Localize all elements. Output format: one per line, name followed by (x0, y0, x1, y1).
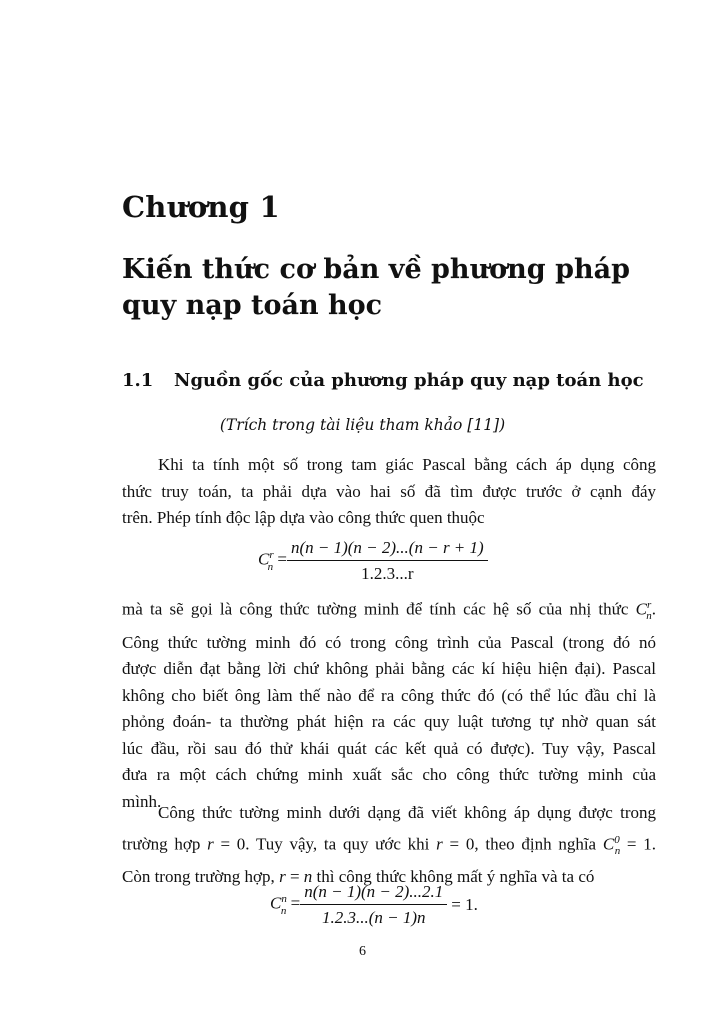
identity-formula (270, 882, 478, 928)
paragraph (122, 800, 656, 891)
paragraph-line: được diễn đạt bằng lời chứ không phải bằng các kí hiệu hiện đại). Pascal (122, 659, 656, 679)
formula-result: = 1. (451, 895, 478, 914)
chapter-title-line: quy nạp toán học (122, 290, 383, 321)
paragraph-line: mà ta sẽ gọi là công thức tường minh để tính các hệ số của nhị thức $C^r_n$. (122, 599, 656, 623)
paragraph-line: trên. Phép tính độc lập dựa vào công thức quen thuộc (122, 508, 485, 527)
paragraph-line: Khi ta tính một số trong tam giác Pascal bằng cách áp dụng công (158, 455, 656, 474)
paragraph (122, 452, 656, 532)
paragraph-line: Công thức tường minh đó có trong công trình của Pascal (trong đó nó (122, 632, 656, 652)
citation: (Trích trong tài liệu tham khảo [11]) (219, 416, 506, 434)
paragraph-line: đưa ra một cách chứng minh xuất sắc cho công thức tường minh của (122, 765, 656, 785)
formula-numerator: n(n − 1)(n − 2)...(n − r + 1) (287, 538, 488, 561)
binomial-formula (258, 538, 488, 584)
formula-denominator: 1.2.3...(n − 1)n (321, 908, 426, 927)
page-number: 6 (359, 944, 366, 959)
paragraph-line: lúc đầu, rồi sau đó thử khái quát các kết quả có được). Tuy vậy, Pascal (122, 738, 656, 758)
chapter-title (122, 252, 682, 324)
formula-denominator: 1.2.3...r (361, 564, 414, 583)
section-number: 1.1 (122, 370, 154, 391)
formula-numerator: n(n − 1)(n − 2)...2.1 (300, 882, 447, 905)
paragraph-line: Công thức tường minh dưới dạng đã viết không áp dụng được trong (158, 803, 656, 822)
paragraph-line: trường hợp r = 0. Tuy vậy, ta quy ước khi r = 0, theo định nghĩa $C^0_n = 1$. (122, 833, 657, 857)
paragraph-line: phỏng đoán- ta thường phát hiện ra các quy luật tương tự nhờ quan sát (122, 712, 656, 732)
paragraph (122, 592, 656, 815)
paragraph-line: Còn trong trường hợp, r = n thì công thức không mất ý nghĩa và ta có (122, 867, 595, 887)
paragraph-line: mình. (122, 791, 162, 811)
paragraph-line: thức truy toán, ta phải dựa vào hai số đã tìm được trước ở cạnh đáy (122, 481, 656, 501)
paragraph-line: không cho biết ông làm thế nào để ra công thức đó (có thể lúc đầu chỉ là (122, 685, 656, 705)
section-heading (122, 370, 644, 391)
section-title: Nguồn gốc của phương pháp quy nạp toán học (174, 370, 644, 391)
chapter-title-line: Kiến thức cơ bản về phương pháp (122, 254, 630, 285)
formula-lhs: $C^r_n$ = (258, 549, 287, 573)
formula-fraction (300, 882, 447, 928)
formula-fraction (287, 538, 488, 584)
chapter-label: Chương 1 (122, 190, 280, 224)
formula-lhs: $C^n_n$ = (270, 893, 301, 917)
